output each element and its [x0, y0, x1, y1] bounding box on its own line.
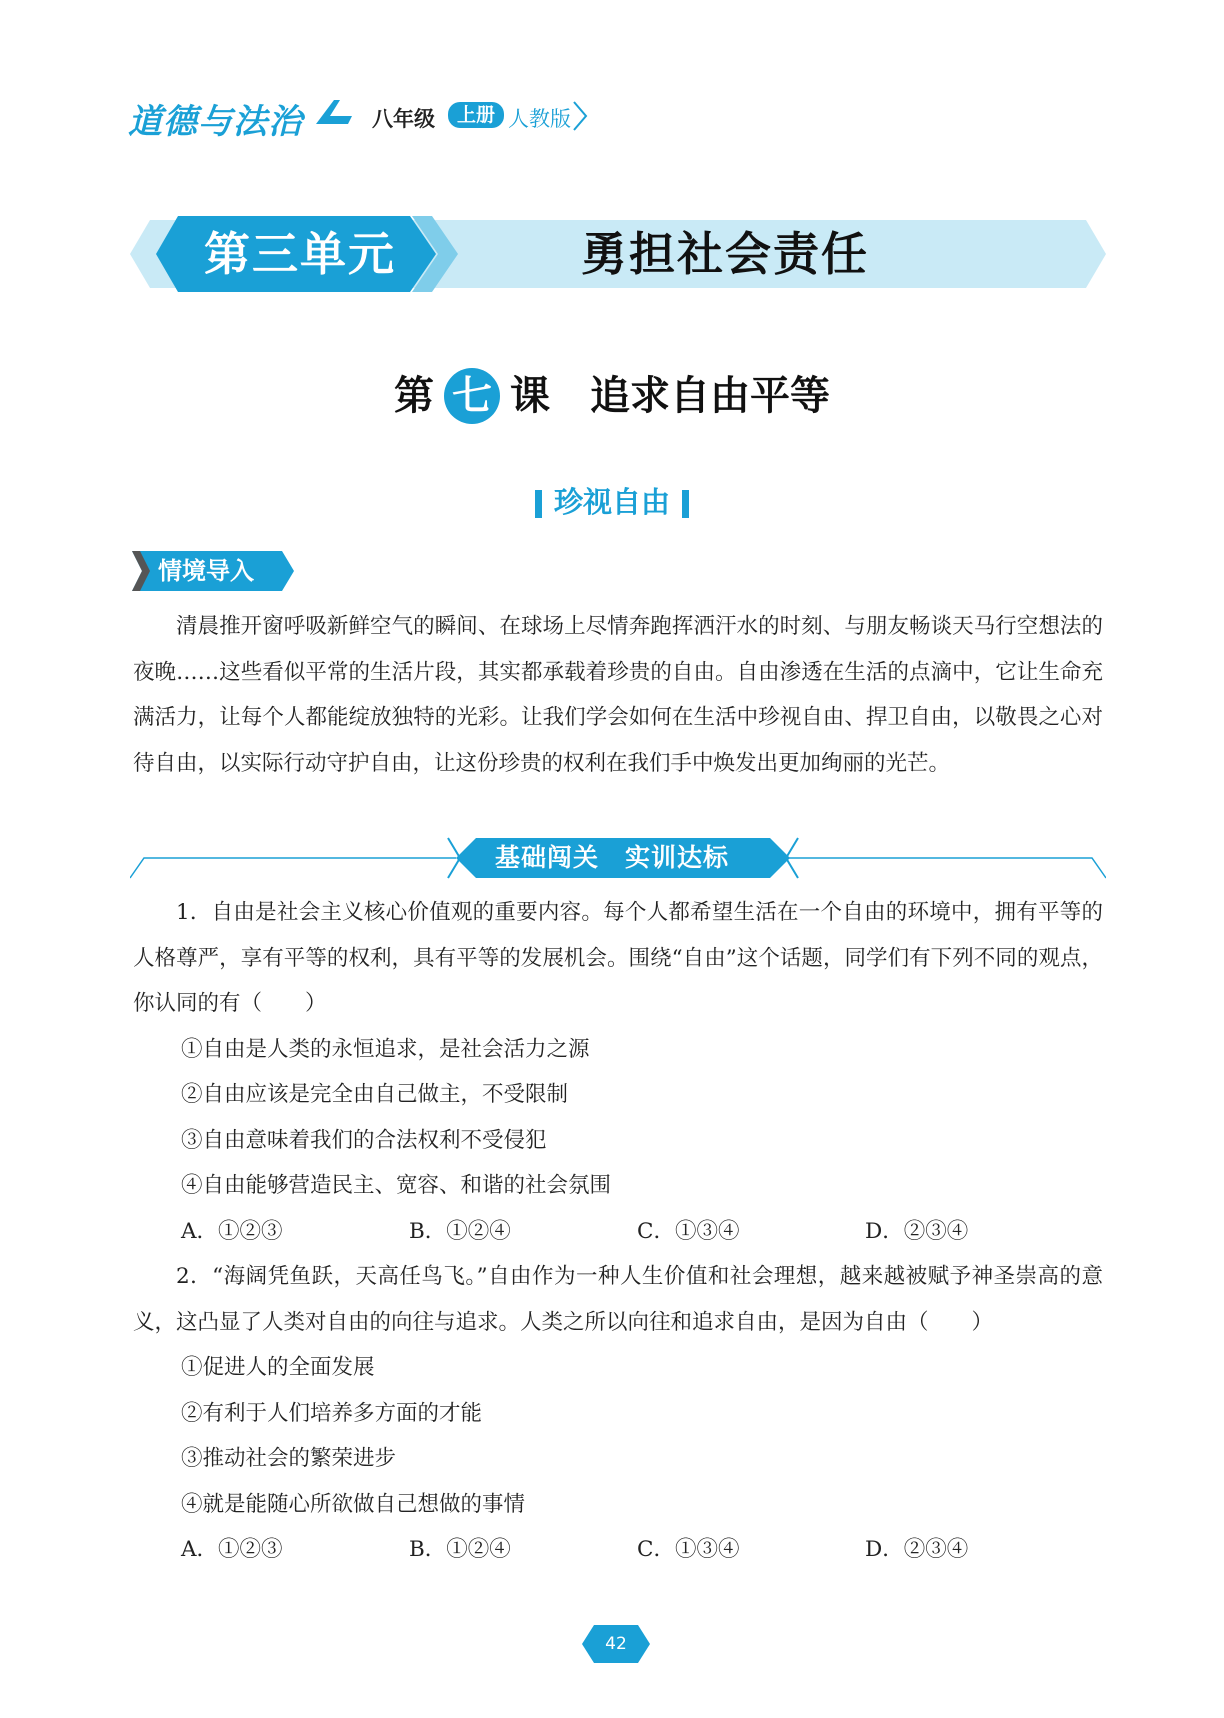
choice-b[interactable]: B．①②④ — [409, 1537, 511, 1562]
book-logo-icon — [312, 96, 358, 126]
lesson-heading — [0, 368, 1224, 424]
question-option: ②有利于人们培养多方面的才能 — [181, 1400, 483, 1426]
question-option: ①自由是人类的永恒追求，是社会活力之源 — [181, 1036, 590, 1062]
edition-label: 人教版 — [508, 107, 571, 131]
unit-title: 勇担社会责任 — [581, 227, 869, 281]
book-brand-title: 道德与法治 — [128, 102, 303, 142]
question-option: ④就是能随心所欲做自己想做的事情 — [181, 1491, 526, 1517]
choice-d[interactable]: D．②③④ — [865, 1537, 969, 1562]
section-title: 珍视自由 — [553, 485, 670, 519]
choice-c[interactable]: C．①③④ — [637, 1537, 740, 1562]
answer-choices — [133, 1209, 1103, 1255]
section-heading — [0, 482, 1224, 522]
situation-label: 情境导入 — [158, 557, 254, 585]
question-option: ④自由能够营造民主、宽容、和谐的社会氛围 — [181, 1173, 612, 1198]
lesson-suffix: 课 — [510, 372, 550, 419]
lesson-prefix: 第 — [394, 372, 434, 419]
choice-d[interactable]: D．②③④ — [865, 1218, 969, 1244]
choice-a[interactable]: A．①②③ — [181, 1537, 283, 1562]
answer-choices — [133, 1527, 1103, 1573]
question-option: ③自由意味着我们的合法权利不受侵犯 — [181, 1127, 547, 1153]
volume-badge: 上册 — [448, 102, 504, 128]
lesson-title: 追求自由平等 — [590, 372, 830, 419]
question-stem: 1．自由是社会主义核心价值观的重要内容。每个人都希望生活在一个自由的环境中，拥有平等的人格尊严，享有平等的权利，具有平等的发展机会。围绕“自由”这个话题，同学们有下列不同的观点，你认同的有（ ） — [133, 900, 1103, 1016]
choice-a[interactable]: A．①②③ — [181, 1218, 283, 1244]
choice-c[interactable]: C．①③④ — [637, 1218, 740, 1244]
question-1 — [133, 890, 1103, 1254]
question-option: ①促进人的全面发展 — [181, 1355, 375, 1380]
lesson-number-badge: 七 — [444, 368, 500, 424]
grade-label: 八年级 — [372, 107, 435, 131]
unit-number: 第三单元 — [204, 227, 396, 281]
question-option: ②自由应该是完全由自己做主，不受限制 — [181, 1082, 569, 1107]
question-stem: 2．“海阔凭鱼跃，天高任鸟飞。”自由作为一种人生价值和社会理想，越来越被赋予神圣崇高的意义，这凸显了人类对自由的向往与追求。人类之所以向往和追求自由，是因为自由（ ） — [133, 1264, 1103, 1335]
section-bar-left — [535, 490, 542, 518]
choice-b[interactable]: B．①②④ — [409, 1218, 511, 1244]
question-option: ③推动社会的繁荣进步 — [181, 1446, 397, 1471]
chevron-right-icon — [570, 100, 590, 132]
section-bar-right — [682, 490, 689, 518]
practice-label: 基础闯关 实训达标 — [494, 843, 729, 872]
situation-text: 清晨推开窗呼吸新鲜空气的瞬间、在球场上尽情奔跑挥洒汗水的时刻、与朋友畅谈天马行空想法的夜晚……这些看似平常的生活片段，其实都承载着珍贵的自由。自由渗透在生活的点滴中，它让生命充满活力，让每个人都能绽放独特的光彩。让我们学会如何在生活中珍视自由、捍卫自由，以敬畏之心对待自由，以实际行动守护自由，让这份珍贵的权利在我们手中焕发出更加绚丽的光芒。 — [133, 614, 1103, 776]
page-number: 42 — [605, 1634, 627, 1654]
question-2 — [133, 1254, 1103, 1573]
